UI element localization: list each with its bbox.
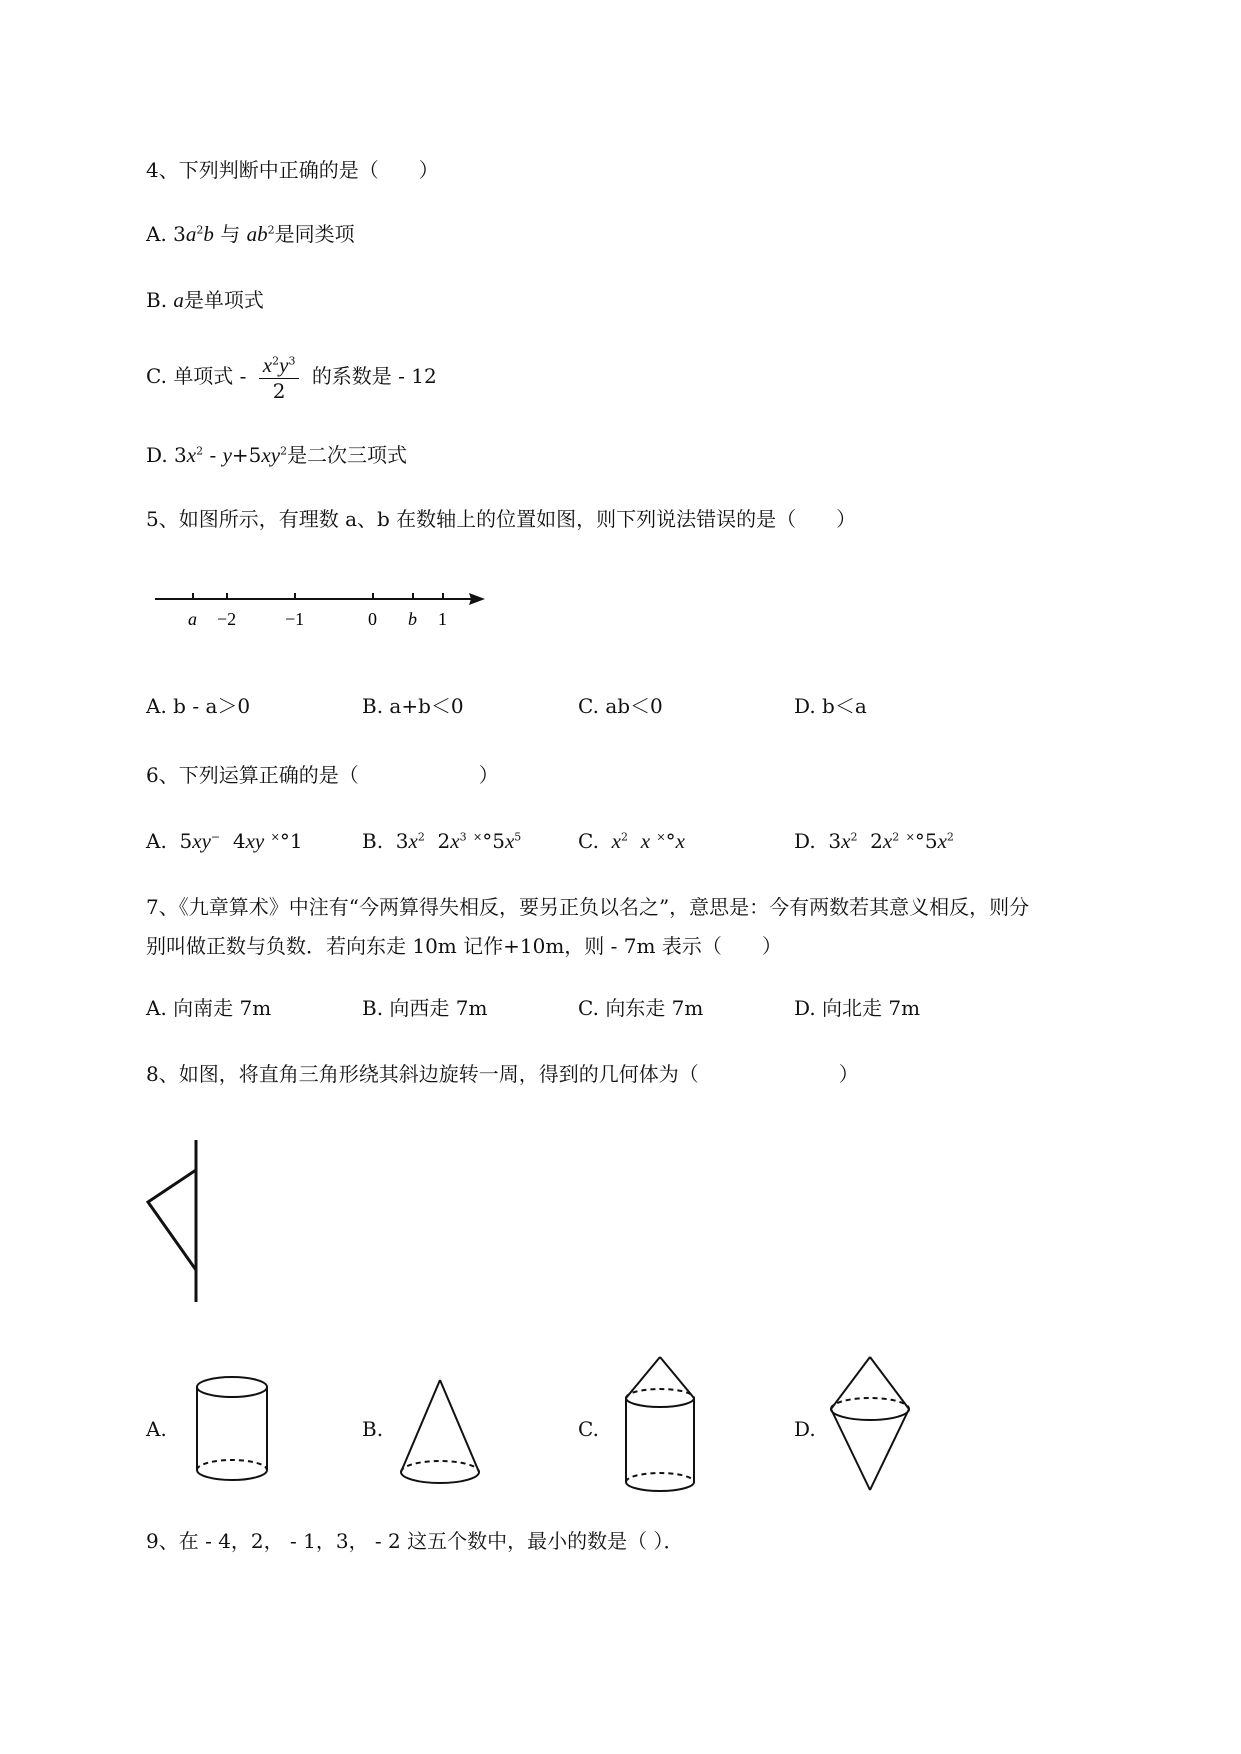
- option-d-suffix: 是二次三项式: [287, 443, 408, 467]
- question-5-stem: 5、如图所示，有理数 a、b 在数轴上的位置如图，则下列说法错误的是（ ）: [146, 507, 857, 531]
- option-label: A.: [146, 222, 167, 246]
- number-line: [155, 585, 495, 645]
- double-cone-icon: [825, 1352, 925, 1497]
- cone-icon: [395, 1375, 495, 1505]
- question-4-option-d: D. $3x^2 - y+5xy^2$是二次三项式: [146, 443, 408, 467]
- question-7-stem-line-1: 7、《九章算术》中注有“今两算得失相反，要另正负以名之”，意思是：今有两数若其意义相反，则分: [146, 895, 1030, 919]
- question-4-option-b: B. a是单项式: [146, 288, 264, 312]
- axis-label-b: b: [408, 609, 417, 629]
- question-8-stem: 8、如图，将直角三角形绕其斜边旋转一周，得到的几何体为（ ）: [146, 1062, 859, 1086]
- fraction-denominator: 2: [272, 379, 286, 403]
- question-8-option-b-label: B.: [362, 1417, 384, 1441]
- question-4-stem: 4、下列判断中正确的是（ ）: [146, 158, 439, 182]
- fraction: $\frac{x^2y^3}{2}$: [259, 352, 300, 403]
- question-7-option-b: B. 向西走 7m: [362, 996, 488, 1020]
- question-6-option-c: C. $x^2$ x ×°x: [578, 829, 685, 853]
- axis-label-1: 1: [438, 609, 447, 629]
- axis-label-minus-2: −2: [217, 609, 237, 629]
- option-b-suffix: 是单项式: [183, 288, 264, 312]
- cylinder-icon: [190, 1375, 280, 1505]
- question-5-option-b: B. a+b＜0: [362, 694, 464, 718]
- axis-label-0: 0: [368, 609, 377, 629]
- axis-label-minus-1: −1: [285, 609, 305, 629]
- option-a-suffix: 是同类项: [274, 222, 355, 246]
- question-4-option-c: [146, 352, 437, 403]
- option-c-prefix: 单项式 -: [173, 364, 247, 388]
- option-label: D.: [146, 443, 168, 467]
- question-7-option-c: C. 向东走 7m: [578, 996, 704, 1020]
- question-5-option-c: C. ab＜0: [578, 694, 663, 718]
- question-8-option-c-label: C.: [578, 1417, 599, 1441]
- question-8-option-d-label: D.: [794, 1417, 816, 1441]
- question-6-option-d: D. $3x^2$ $2x^2$ $^\times^\circ 5x^2$: [794, 829, 954, 853]
- option-a-text: 与: [220, 222, 241, 246]
- question-8-option-a-label: A.: [146, 1417, 167, 1441]
- right-triangle-figure: [144, 1140, 224, 1310]
- option-c-suffix: 的系数是 - 12: [311, 364, 437, 388]
- option-label: B.: [146, 288, 168, 312]
- axis-label-a: a: [188, 609, 197, 629]
- question-7-option-a: A. 向南走 7m: [146, 996, 272, 1020]
- question-9-stem: 9、在 - 4，2， - 1，3， - 2 这五个数中，最小的数是（ ）．: [146, 1529, 684, 1553]
- question-7-option-d: D. 向北走 7m: [794, 996, 921, 1020]
- question-4-option-a: A. $3a^2b$ 与 $ab^2$是同类项: [146, 222, 355, 246]
- option-label: C.: [146, 364, 167, 388]
- question-5-option-d: D. b＜a: [794, 694, 867, 718]
- cylinder-with-cone-icon: [620, 1352, 710, 1497]
- question-7-stem-line-2: 别叫做正数与负数．若向东走 10m 记作+10m，则 - 7m 表示（ ）: [146, 934, 782, 958]
- question-6-option-b: B. $3x^2$ $2x^3$ $^\times^\circ 5x^5$: [362, 829, 522, 853]
- question-6-stem: 6、下列运算正确的是（ ）: [146, 763, 499, 787]
- question-6-option-a: A. 5xy− 4xy ×°1: [146, 829, 303, 853]
- question-5-option-a: A. b - a＞0: [146, 694, 251, 718]
